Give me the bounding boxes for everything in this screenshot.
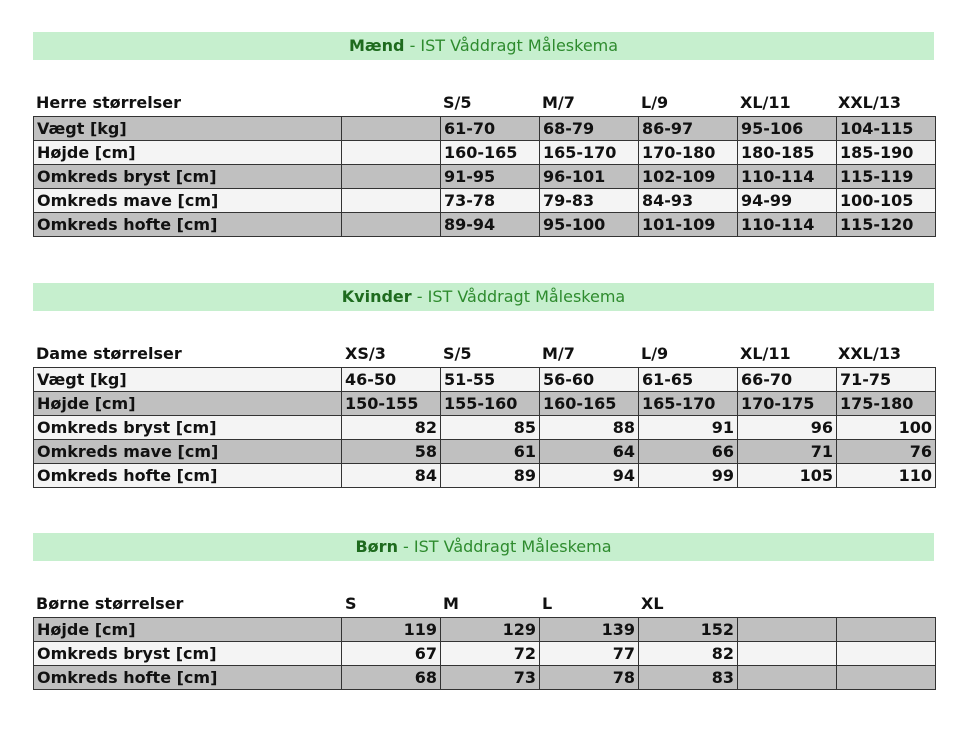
women-size-header: M/7 — [542, 344, 575, 363]
row-label: Omkreds hofte [cm] — [34, 666, 342, 690]
table-cell: 100 — [837, 416, 936, 440]
table-row — [34, 440, 936, 464]
men-banner-subtitle: - IST Våddragt Måleskema — [404, 36, 619, 55]
table-cell: 68 — [342, 666, 441, 690]
men-size-header: L/9 — [641, 93, 669, 112]
men-banner-title: Mænd — [348, 36, 405, 55]
table-cell: 160-165 — [540, 392, 639, 416]
table-cell: 72 — [441, 642, 540, 666]
table-cell: 58 — [342, 440, 441, 464]
table-cell: 56-60 — [540, 368, 639, 392]
table-cell: 83 — [639, 666, 738, 690]
table-cell: 101-109 — [639, 213, 738, 237]
row-label: Højde [cm] — [34, 392, 342, 416]
row-label: Omkreds hofte [cm] — [34, 213, 342, 237]
men-size-header: XXL/13 — [838, 93, 901, 112]
table-cell: 110-114 — [738, 165, 837, 189]
table-cell: 170-180 — [639, 141, 738, 165]
table-cell: 104-115 — [837, 117, 936, 141]
children-banner-title: Børn — [355, 537, 398, 556]
row-label: Vægt [kg] — [34, 117, 342, 141]
men-header-row — [0, 92, 960, 114]
table-cell: 96 — [738, 416, 837, 440]
table-cell: 150-155 — [342, 392, 441, 416]
table-row — [34, 165, 936, 189]
table-cell: 66-70 — [738, 368, 837, 392]
row-label: Omkreds bryst [cm] — [34, 165, 342, 189]
children-size-table — [33, 617, 936, 690]
table-cell: 110-114 — [738, 213, 837, 237]
children-banner — [33, 533, 934, 561]
table-cell: 88 — [540, 416, 639, 440]
table-row — [34, 213, 936, 237]
table-cell: 76 — [837, 440, 936, 464]
table-cell: 129 — [441, 618, 540, 642]
row-label: Højde [cm] — [34, 618, 342, 642]
table-cell: 115-120 — [837, 213, 936, 237]
table-cell: 110 — [837, 464, 936, 488]
table-cell: 100-105 — [837, 189, 936, 213]
table-cell: 71-75 — [837, 368, 936, 392]
table-row — [34, 368, 936, 392]
table-cell: 180-185 — [738, 141, 837, 165]
table-row — [34, 464, 936, 488]
table-cell: 119 — [342, 618, 441, 642]
table-cell: 115-119 — [837, 165, 936, 189]
table-cell: 95-100 — [540, 213, 639, 237]
table-cell: 67 — [342, 642, 441, 666]
table-cell — [837, 618, 936, 642]
table-cell: 102-109 — [639, 165, 738, 189]
table-cell — [342, 189, 441, 213]
table-cell: 85 — [441, 416, 540, 440]
table-cell — [738, 618, 837, 642]
row-label: Omkreds hofte [cm] — [34, 464, 342, 488]
table-cell — [837, 642, 936, 666]
table-cell: 46-50 — [342, 368, 441, 392]
table-row — [34, 141, 936, 165]
children-size-header: XL — [641, 594, 664, 613]
children-size-header: L — [542, 594, 553, 613]
table-row — [34, 189, 936, 213]
women-size-table — [33, 367, 936, 488]
table-cell: 89 — [441, 464, 540, 488]
table-cell: 82 — [342, 416, 441, 440]
table-cell: 84-93 — [639, 189, 738, 213]
women-size-header: S/5 — [443, 344, 472, 363]
table-cell — [342, 213, 441, 237]
table-cell: 68-79 — [540, 117, 639, 141]
table-row — [34, 392, 936, 416]
table-cell: 73-78 — [441, 189, 540, 213]
table-cell: 185-190 — [837, 141, 936, 165]
men-size-header: XL/11 — [740, 93, 791, 112]
children-header-row — [0, 593, 960, 615]
women-banner-title: Kvinder — [341, 287, 412, 306]
women-banner-subtitle: - IST Våddragt Måleskema — [411, 287, 626, 306]
women-size-header: XL/11 — [740, 344, 791, 363]
table-cell: 78 — [540, 666, 639, 690]
men-banner — [33, 32, 934, 60]
row-label: Vægt [kg] — [34, 368, 342, 392]
table-cell: 139 — [540, 618, 639, 642]
table-cell: 99 — [639, 464, 738, 488]
table-cell: 73 — [441, 666, 540, 690]
table-cell: 66 — [639, 440, 738, 464]
women-header-label: Dame størrelser — [36, 344, 182, 363]
row-label: Omkreds mave [cm] — [34, 440, 342, 464]
table-cell: 165-170 — [639, 392, 738, 416]
table-cell: 61 — [441, 440, 540, 464]
table-cell: 165-170 — [540, 141, 639, 165]
men-size-header: M/7 — [542, 93, 575, 112]
table-cell: 79-83 — [540, 189, 639, 213]
table-cell — [837, 666, 936, 690]
table-cell: 170-175 — [738, 392, 837, 416]
children-size-header: M — [443, 594, 459, 613]
men-size-header: S/5 — [443, 93, 472, 112]
men-header-label: Herre størrelser — [36, 93, 181, 112]
women-size-header: XS/3 — [345, 344, 386, 363]
table-cell: 94-99 — [738, 189, 837, 213]
table-cell: 96-101 — [540, 165, 639, 189]
table-cell: 95-106 — [738, 117, 837, 141]
table-cell: 82 — [639, 642, 738, 666]
table-cell: 61-65 — [639, 368, 738, 392]
table-row — [34, 666, 936, 690]
row-label: Omkreds bryst [cm] — [34, 416, 342, 440]
table-cell: 91-95 — [441, 165, 540, 189]
table-cell: 94 — [540, 464, 639, 488]
table-cell: 84 — [342, 464, 441, 488]
women-size-header: XXL/13 — [838, 344, 901, 363]
table-cell — [342, 165, 441, 189]
table-cell: 175-180 — [837, 392, 936, 416]
table-cell: 51-55 — [441, 368, 540, 392]
row-label: Højde [cm] — [34, 141, 342, 165]
table-cell: 71 — [738, 440, 837, 464]
children-banner-subtitle: - IST Våddragt Måleskema — [397, 537, 612, 556]
table-cell: 105 — [738, 464, 837, 488]
table-cell: 61-70 — [441, 117, 540, 141]
row-label: Omkreds mave [cm] — [34, 189, 342, 213]
women-header-row — [0, 343, 960, 365]
table-row — [34, 117, 936, 141]
children-header-label: Børne størrelser — [36, 594, 184, 613]
table-cell: 155-160 — [441, 392, 540, 416]
table-cell: 152 — [639, 618, 738, 642]
row-label: Omkreds bryst [cm] — [34, 642, 342, 666]
table-cell — [738, 642, 837, 666]
table-cell — [342, 117, 441, 141]
table-cell — [342, 141, 441, 165]
table-row — [34, 642, 936, 666]
children-size-header: S — [345, 594, 357, 613]
table-cell — [738, 666, 837, 690]
women-banner — [33, 283, 934, 311]
table-cell: 86-97 — [639, 117, 738, 141]
table-cell: 91 — [639, 416, 738, 440]
table-cell: 64 — [540, 440, 639, 464]
table-cell: 160-165 — [441, 141, 540, 165]
table-row — [34, 416, 936, 440]
table-cell: 77 — [540, 642, 639, 666]
women-size-header: L/9 — [641, 344, 669, 363]
men-size-table — [33, 116, 936, 237]
table-row — [34, 618, 936, 642]
table-cell: 89-94 — [441, 213, 540, 237]
